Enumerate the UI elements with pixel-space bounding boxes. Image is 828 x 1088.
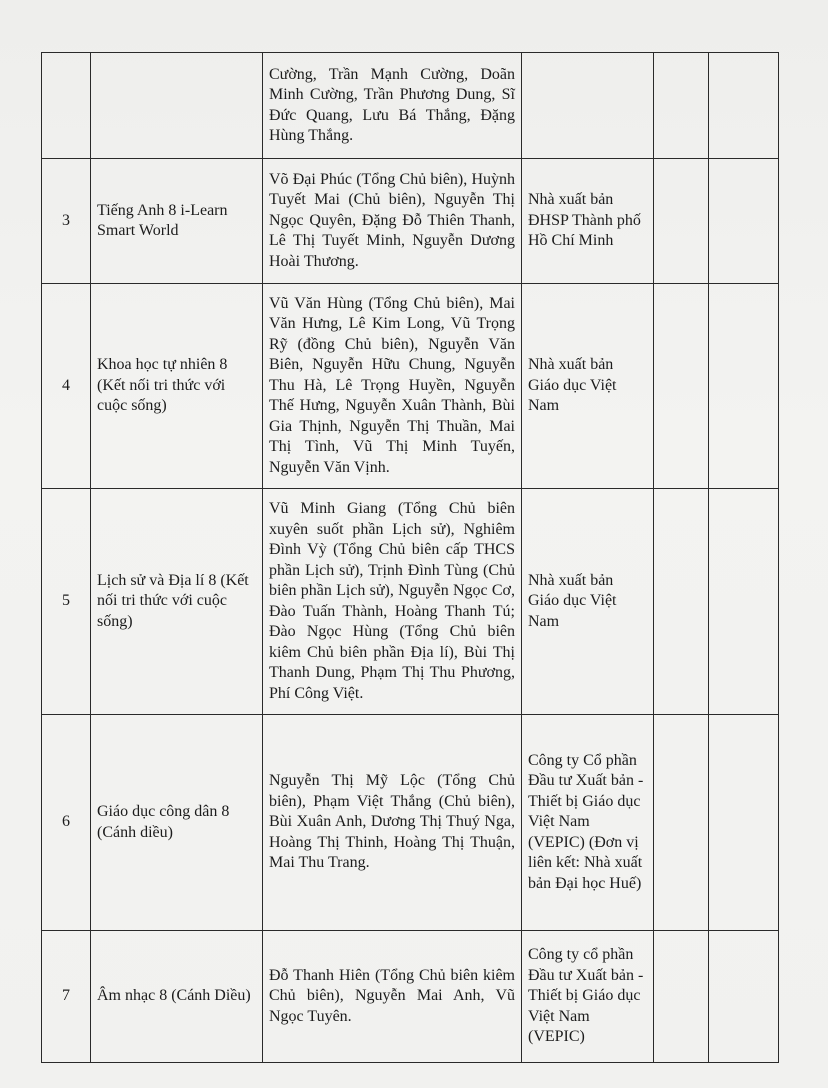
book-title: Âm nhạc 8 (Cánh Diều) [91, 931, 263, 1063]
book-title: Tiếng Anh 8 i-Learn Smart World [91, 159, 263, 284]
book-publisher [522, 53, 654, 159]
row-number: 6 [42, 715, 91, 931]
empty-cell [709, 159, 779, 284]
book-authors: Cường, Trần Mạnh Cường, Doãn Minh Cường, Trần Phương Dung, Sĩ Đức Quang, Lưu Bá Thắng, Đặng Hùng Thắng. [263, 53, 522, 159]
empty-cell [709, 931, 779, 1063]
empty-cell [709, 715, 779, 931]
book-authors: Vũ Văn Hùng (Tổng Chủ biên), Mai Văn Hưng, Lê Kim Long, Vũ Trọng Rỹ (đồng Chủ biên), Nguyễn Văn Biên, Nguyễn Hữu Chung, Nguyễn Thu Hà, Lê Trọng Huyền, Nguyễn Thế Hưng, Nguyễn Xuân Thành, Bùi Gia Thịnh, Nguyễn Thị Thuần, Mai Thị Tình, Vũ Thị Minh Tuyến, Nguyễn Văn Vịnh. [263, 284, 522, 489]
book-authors: Đỗ Thanh Hiên (Tổng Chủ biên kiêm Chủ biên), Nguyễn Mai Anh, Vũ Ngọc Tuyên. [263, 931, 522, 1063]
empty-cell [654, 159, 709, 284]
book-publisher: Công ty Cổ phần Đầu tư Xuất bản - Thiết bị Giáo dục Việt Nam (VEPIC) (Đơn vị liên kết: Nhà xuất bản Đại học Huế) [522, 715, 654, 931]
table-row [42, 931, 779, 1063]
textbook-table [41, 52, 779, 1063]
book-title: Giáo dục công dân 8 (Cánh diều) [91, 715, 263, 931]
book-authors: Vũ Minh Giang (Tổng Chủ biên xuyên suốt phần Lịch sử), Nghiêm Đình Vỳ (Tổng Chủ biên cấp THCS phần Lịch sử), Trịnh Đình Tùng (Chủ biên phần Lịch sử), Nguyễn Ngọc Cơ, Đào Tuấn Thành, Hoàng Thanh Tú; Đào Ngọc Hùng (Tổng Chủ biên kiêm Chủ biên phần Địa lí), Bùi Thị Thanh Dung, Phạm Thị Thu Phương, Phí Công Việt. [263, 489, 522, 715]
row-number: 5 [42, 489, 91, 715]
empty-cell [654, 715, 709, 931]
book-authors: Nguyễn Thị Mỹ Lộc (Tổng Chủ biên), Phạm Việt Thắng (Chủ biên), Bùi Xuân Anh, Dương Thị Thuý Nga, Hoàng Thị Thinh, Hoàng Thị Thuận, Mai Thu Trang. [263, 715, 522, 931]
book-publisher: Nhà xuất bản Giáo dục Việt Nam [522, 284, 654, 489]
table-row [42, 489, 779, 715]
empty-cell [709, 53, 779, 159]
book-title: Khoa học tự nhiên 8 (Kết nối tri thức với cuộc sống) [91, 284, 263, 489]
book-title: Lịch sử và Địa lí 8 (Kết nối tri thức với cuộc sống) [91, 489, 263, 715]
book-publisher: Nhà xuất bản Giáo dục Việt Nam [522, 489, 654, 715]
empty-cell [654, 284, 709, 489]
row-number: 3 [42, 159, 91, 284]
empty-cell [654, 53, 709, 159]
book-authors: Võ Đại Phúc (Tổng Chủ biên), Huỳnh Tuyết Mai (Chủ biên), Nguyễn Thị Ngọc Quyên, Đặng Đỗ Thiên Thanh, Lê Thị Tuyết Minh, Nguyễn Dương Hoài Thương. [263, 159, 522, 284]
book-publisher: Công ty cổ phần Đầu tư Xuất bản - Thiết bị Giáo dục Việt Nam (VEPIC) [522, 931, 654, 1063]
empty-cell [709, 284, 779, 489]
row-number [42, 53, 91, 159]
row-number: 7 [42, 931, 91, 1063]
book-title [91, 53, 263, 159]
table-row [42, 284, 779, 489]
table-row [42, 159, 779, 284]
book-publisher: Nhà xuất bản ĐHSP Thành phố Hồ Chí Minh [522, 159, 654, 284]
empty-cell [709, 489, 779, 715]
row-number: 4 [42, 284, 91, 489]
empty-cell [654, 489, 709, 715]
table-row [42, 715, 779, 931]
table-row [42, 53, 779, 159]
empty-cell [654, 931, 709, 1063]
